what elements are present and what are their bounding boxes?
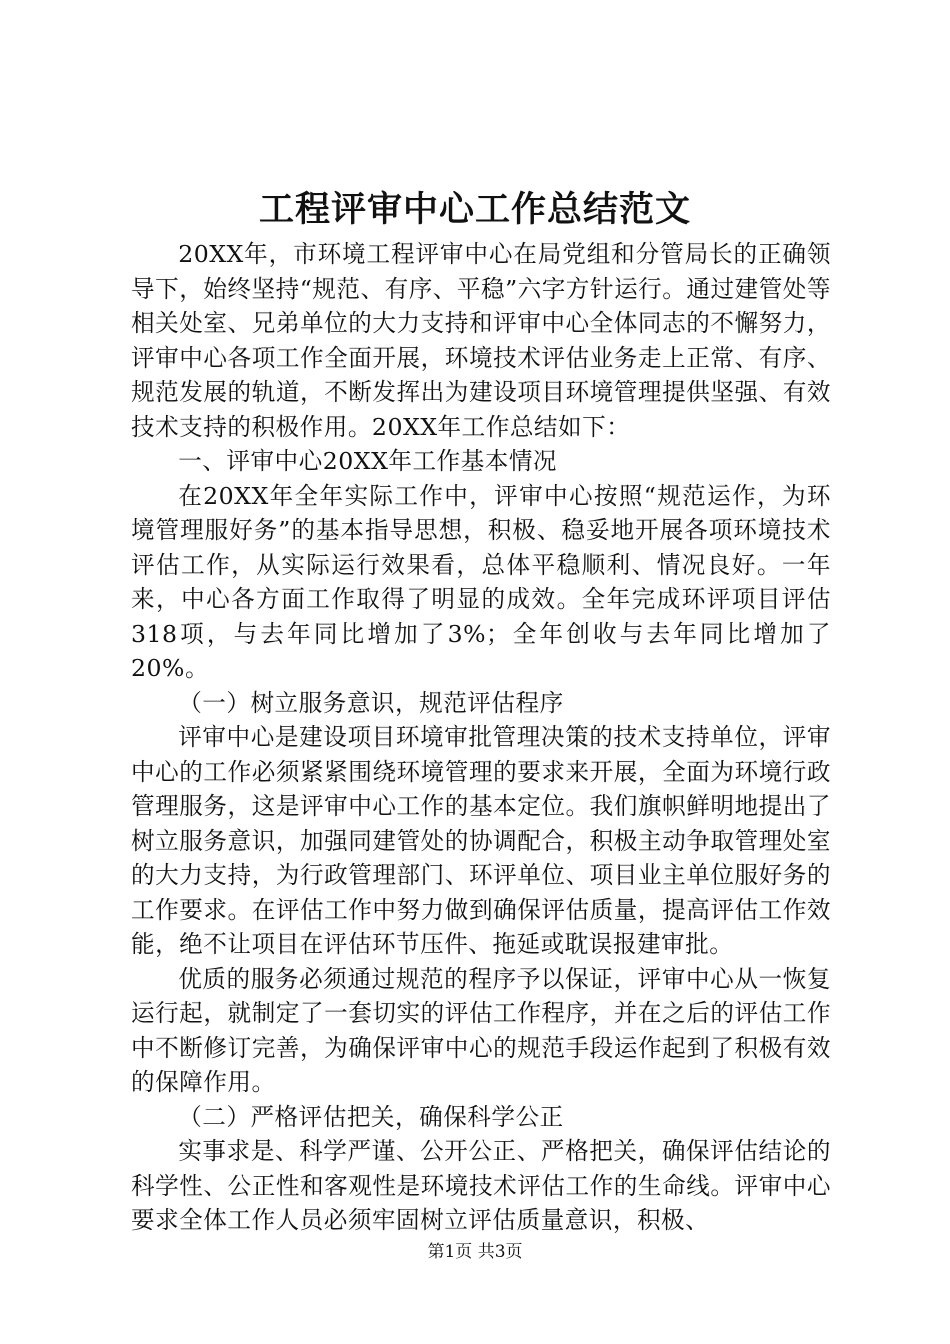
subsection-1-paragraph-1: 评审中心是建设项目环境审批管理决策的技术支持单位，评审中心的工作必须紧紧围绕环境管理的要求来开展，全面为环境行政管理服务，这是评审中心工作的基本定位。我们旗帜鲜明地提出了树立服务意识，加强同建管处的协调配合，积极主动争取管理处室的大力支持，为行政管理部门、环评单位、项目业主单位服好务的工作要求。在评估工作中努力做到确保评估质量，提高评估工作效能，绝不让项目在评估环节压件、拖延或耽误报建审批。 [131, 723, 831, 958]
subsection-heading-1: （一）树立服务意识，规范评估程序 [178, 688, 564, 717]
document-title: 工程评审中心工作总结范文 [258, 189, 691, 230]
subsection-heading-2: （二）严格评估把关，确保科学公正 [178, 1102, 564, 1131]
intro-paragraph: 20XX年，市环境工程评审中心在局党组和分管局长的正确领导下，始终坚持“规范、有序、平稳”六字方针运行。通过建管处等相关处室、兄弟单位的大力支持和评审中心全体同志的不懈努力，评审中心各项工作全面开展，环境技术评估业务走上正常、有序、规范发展的轨道，不断发挥出为建设项目环境管理提供坚强、有效技术支持的积极作用。20XX年工作总结如下： [131, 240, 831, 441]
subsection-2-paragraph-1: 实事求是、科学严谨、公开公正、严格把关，确保评估结论的科学性、公正性和客观性是环境技术评估工作的生命线。评审中心要求全体工作人员必须牢固树立评估质量意识，积极、 [131, 1137, 831, 1234]
section-1-paragraph: 在20XX年全年实际工作中，评审中心按照“规范运作，为环境管理服好务”的基本指导思想，积极、稳妥地开展各项环境技术评估工作，从实际运行效果看，总体平稳顺利、情况良好。一年来，中心各方面工作取得了明显的成效。全年完成环评项目评估318项，与去年同比增加了3%；全年创收与去年同比增加了20%。 [131, 481, 831, 682]
page-number-footer: 第1页 共3页 [427, 1242, 523, 1262]
document-body [131, 237, 831, 1238]
subsection-1-paragraph-2: 优质的服务必须通过规范的程序予以保证，评审中心从一恢复运行起，就制定了一套切实的评估工作程序，并在之后的评估工作中不断修订完善，为确保评审中心的规范手段运作起到了积极有效的保障作用。 [131, 964, 831, 1096]
section-heading-1: 一、评审中心20XX年工作基本情况 [178, 447, 558, 475]
